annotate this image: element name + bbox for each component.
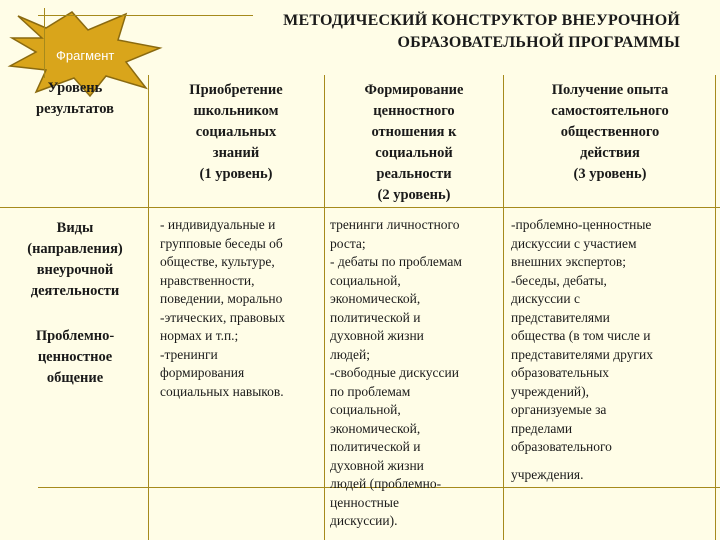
left-vertical-rule	[44, 8, 45, 78]
level-2-activities: тренинги личностного роста; - дебаты по проблемам социальной, экономической, политической и духовной жизни людей; -свободные дискуссии по проблемам социальной, экономической, политической и духовной жизни людей (проблемно- ценностные дискуссии).	[330, 217, 462, 528]
page-title	[240, 10, 680, 54]
header-divider	[0, 207, 720, 208]
column-divider-3	[503, 75, 504, 540]
header-level-2: Формирование ценностного отношения к социальной реальности (2 уровень)	[364, 82, 464, 203]
header-level-1: Приобретение школьником социальных знаний (1 уровень)	[189, 82, 283, 182]
right-edge-rule	[715, 75, 716, 540]
top-rule	[38, 15, 253, 16]
title-line-2: ОБРАЗОВАТЕЛЬНОЙ ПРОГРАММЫ	[397, 34, 680, 51]
header-level-3: Получение опыта самостоятельного общественного действия (3 уровень)	[551, 82, 669, 182]
level-3-activities: -проблемно-ценностные дискуссии с участием внешних экспертов; -беседы, дебаты, дискуссии с представителями общества (в том числе и представителями других образовательных учреждений), организуемые за пределами образовательного	[511, 217, 653, 454]
column-divider-1	[148, 75, 149, 540]
header-row-label: Уровень результатов	[36, 80, 114, 117]
activity-type-label: Виды (направления) внеурочной деятельности	[27, 220, 123, 299]
badge-label: Фрагмент	[56, 48, 115, 63]
column-divider-2	[324, 75, 325, 540]
activity-subtype-label: Проблемно- ценностное общение	[35, 328, 115, 386]
title-line-1: МЕТОДИЧЕСКИЙ КОНСТРУКТОР ВНЕУРОЧНОЙ	[283, 12, 680, 29]
level-3-activities-end: учреждения.	[511, 467, 584, 482]
level-1-activities: - индивидуальные и групповые беседы об обществе, культуре, нравственности, поведении, морально -этических, правовых нормах и т.п.; -тренинги формирования социальных навыков.	[160, 217, 286, 399]
